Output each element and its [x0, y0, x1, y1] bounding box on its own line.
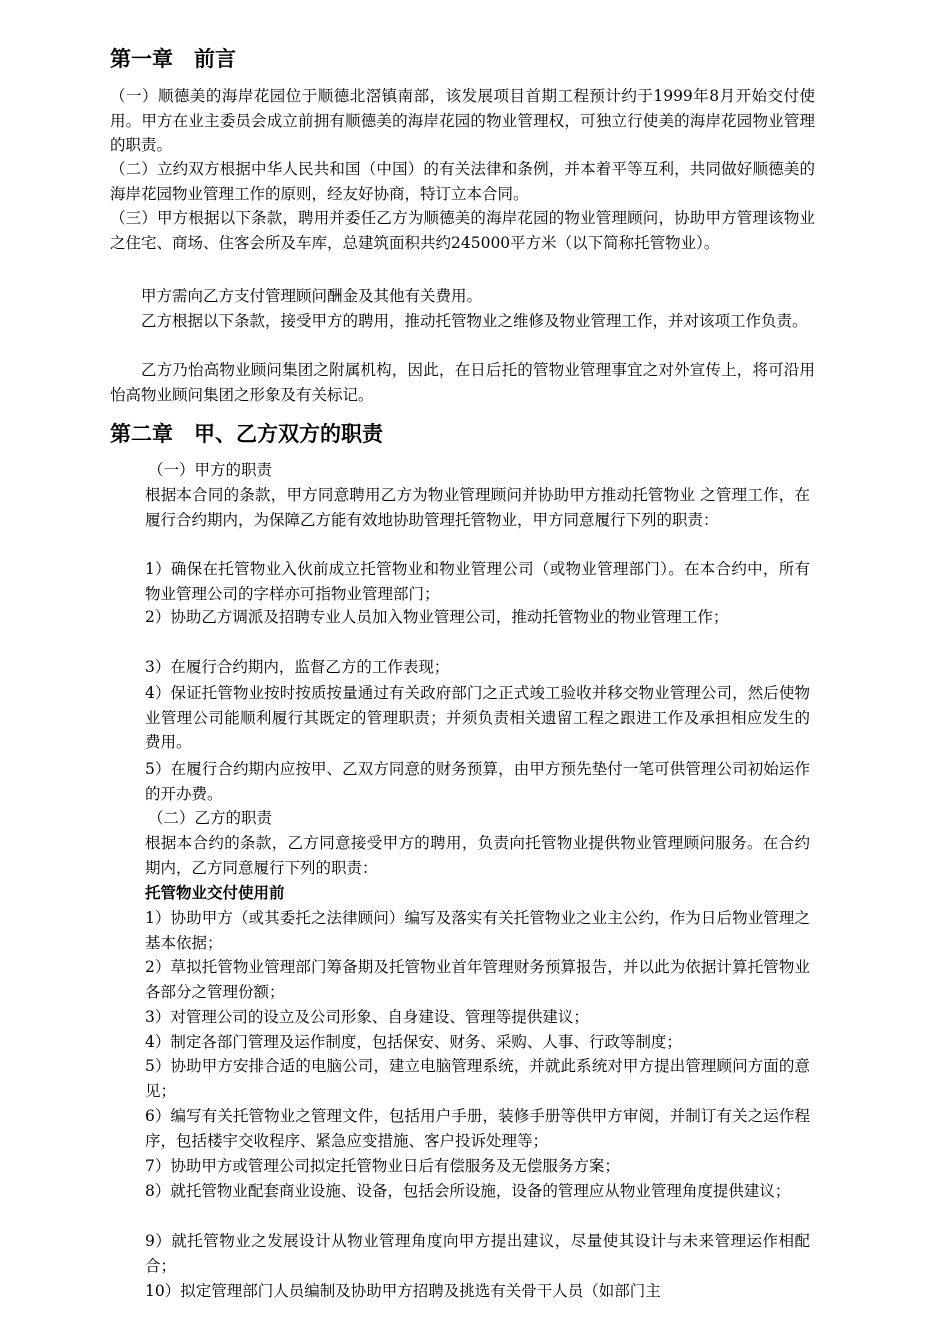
party-b-heading: （二）乙方的职责 [148, 809, 273, 827]
party-b-item: 9）就托管物业之发展设计从物业管理角度向甲方提出建议，尽量使其设计与未来管理运作相配合； [145, 1232, 810, 1275]
chapter1-paragraph-4: 甲方需向乙方支付管理顾问酬金及其他有关费用。 [141, 287, 483, 305]
party-a-item: 3）在履行合约期内，监督乙方的工作表现； [145, 658, 450, 676]
chapter1-paragraph-2: （二）立约双方根据中华人民共和国（中国）的有关法律和条例，并本着平等互利，共同做好顺德美的海岸花园物业管理工作的原则，经友好协商，特订立本合同。 [110, 160, 815, 203]
party-b-item: 1）协助甲方（或其委托之法律顾问）编写及落实有关托管物业之业主公约，作为日后物业管理之基本依据； [145, 909, 810, 952]
chapter2-title: 第二章 甲、乙方双方的职责 [110, 421, 383, 446]
chapter1-paragraph-3: （三）甲方根据以下条款，聘用并委任乙方为顺德美的海岸花园的物业管理顾问，协助甲方管理该物业之住宅、商场、住客会所及车库，总建筑面积共约245000平方米（以下简称托管物业）。 [110, 209, 815, 252]
party-a-item: 4）保证托管物业按时按质按量通过有关政府部门之正式竣工验收并移交物业管理公司，然后使物业管理公司能顺利履行其既定的管理职责；并须负责相关遗留工程之跟进工作及承担相应发生的费用。 [145, 684, 810, 751]
chapter1-title: 第一章 前言 [110, 46, 236, 71]
party-b-intro: 根据本合约的条款，乙方同意接受甲方的聘用，负责向托管物业提供物业管理顾问服务。在合约期内，乙方同意履行下列的职责： [145, 834, 810, 877]
party-b-item: 4）制定各部门管理及运作制度，包括保安、财务、采购、人事、行政等制度； [145, 1033, 682, 1051]
party-a-item: 5）在履行合约期内应按甲、乙双方同意的财务预算，由甲方预先垫付一笔可供管理公司初始运作的开办费。 [145, 760, 810, 803]
party-b-item: 6）编写有关托管物业之管理文件，包括用户手册，装修手册等供甲方审阅，并制订有关之运作程序，包括楼宇交收程序、紧急应变措施、客户投诉处理等； [145, 1107, 810, 1150]
party-b-item: 10）拟定管理部门人员编制及协助甲方招聘及挑选有关骨干人员（如部门主 [145, 1282, 661, 1300]
party-a-intro: 根据本合同的条款，甲方同意聘用乙方为物业管理顾问并协助甲方推动托管物业 之管理工作，在履行合约期内，为保障乙方能有效地协助管理托管物业，甲方同意履行下列的职责： [145, 486, 810, 529]
chapter1-paragraph-1: （一）顺德美的海岸花园位于顺德北滘镇南部，该发展项目首期工程预计约于1999年8月开始交付使用。甲方在业主委员会成立前拥有顺德美的海岸花园的物业管理权，可独立行使美的海岸花园物业管理的职责。 [110, 87, 815, 154]
party-b-item: 5）协助甲方安排合适的电脑公司，建立电脑管理系统，并就此系统对甲方提出管理顾问方面的意见； [145, 1057, 810, 1100]
party-b-item: 2）草拟托管物业管理部门筹备期及托管物业首年管理财务预算报告，并以此为依据计算托管物业各部分之管理份额； [145, 958, 810, 1001]
party-b-item: 7）协助甲方或管理公司拟定托管物业日后有偿服务及无偿服务方案； [145, 1157, 620, 1175]
party-b-item: 3）对管理公司的设立及公司形象、自身建设、管理等提供建议； [145, 1008, 589, 1026]
party-b-item: 8）就托管物业配套商业设施、设备，包括会所设施，设备的管理应从物业管理角度提供建议； [145, 1182, 791, 1200]
party-a-heading: （一）甲方的职责 [148, 461, 273, 479]
chapter1-paragraph-5: 乙方根据以下条款，接受甲方的聘用，推动托管物业之维修及物业管理工作，并对该项工作负责。 [141, 312, 808, 330]
chapter1-paragraph-6: 乙方乃怡高物业顾问集团之附属机构，因此，在日后托的管物业管理事宜之对外宣传上，将可沿用怡高物业顾问集团之形象及有关标记。 [110, 361, 815, 404]
party-a-item: 2）协助乙方调派及招聘专业人员加入物业管理公司，推动托管物业的物业管理工作； [145, 608, 729, 626]
party-b-subheading: 托管物业交付使用前 [145, 883, 285, 902]
party-a-item: 1）确保在托管物业入伙前成立托管物业和物业管理公司（或物业管理部门）。在本合约中，所有物业管理公司的字样亦可指物业管理部门； [145, 560, 810, 603]
